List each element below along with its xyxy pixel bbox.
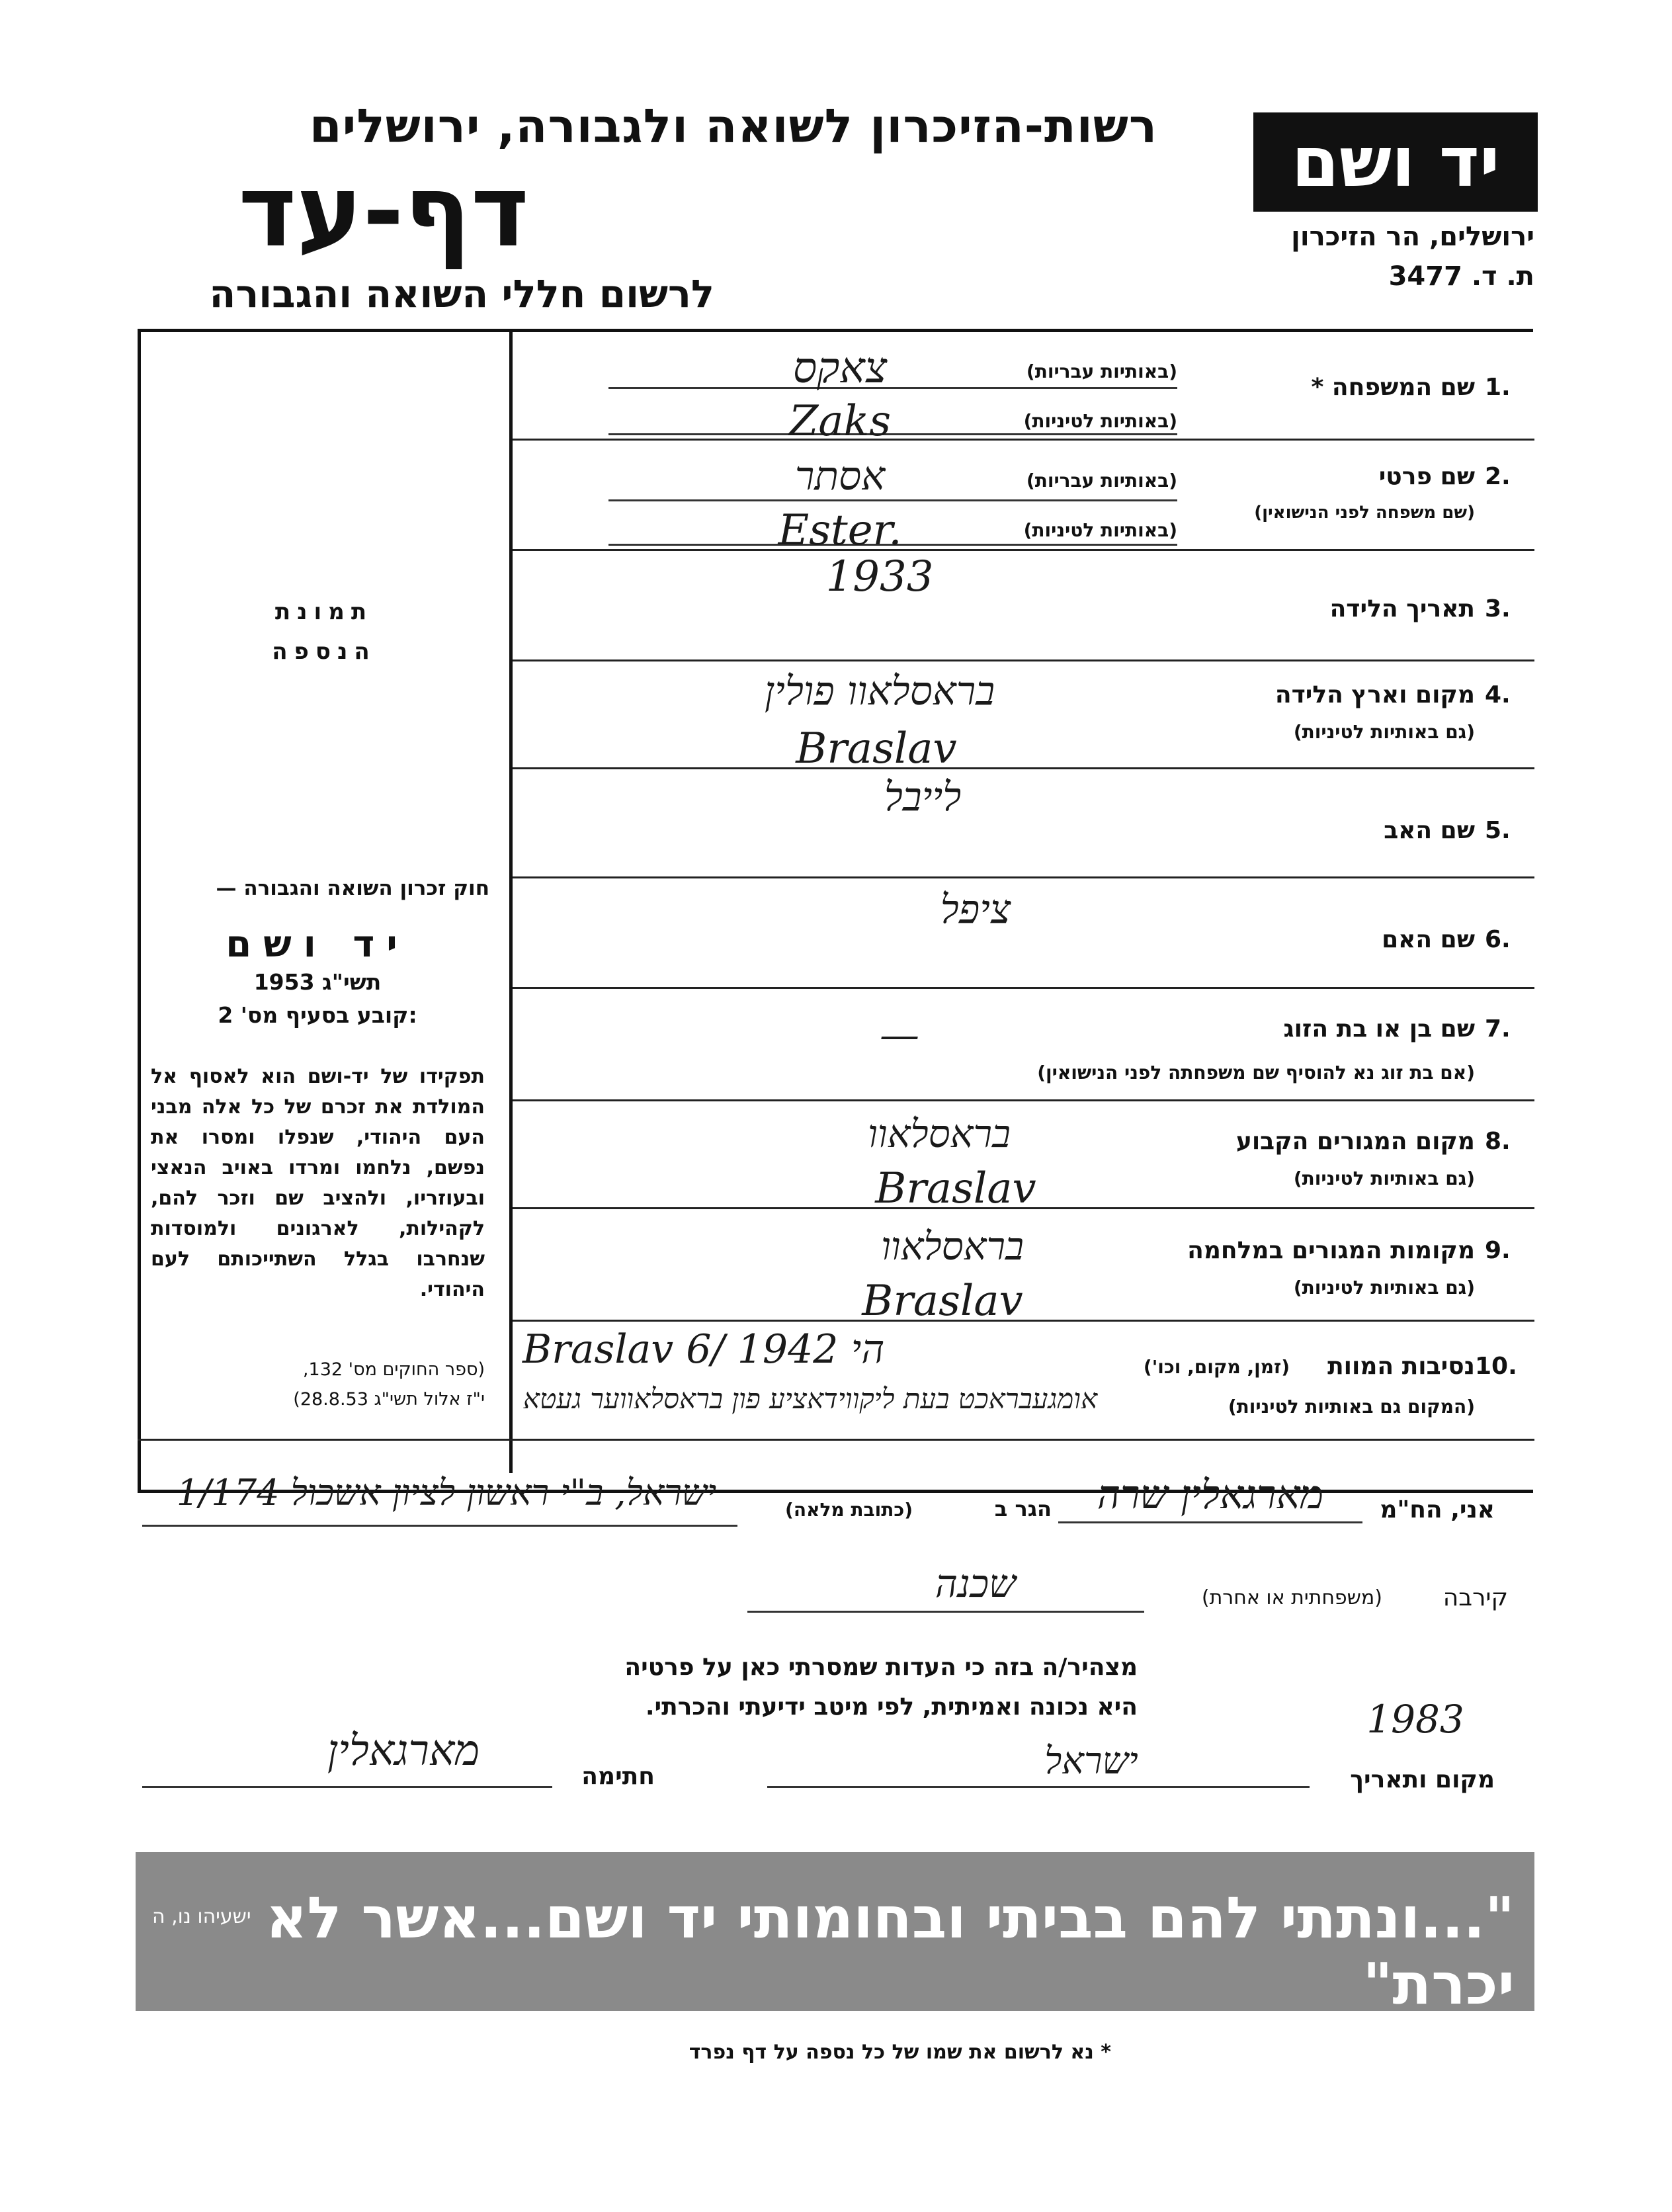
first-name-label: שם פרטי — [1378, 463, 1475, 490]
latin-letters-hint: (באותיות לטיניות) — [1023, 519, 1177, 541]
also-latin-hint: (גם באותיות לטיניות) — [1293, 1277, 1475, 1298]
law-name: יד ושם — [226, 923, 409, 966]
field-underline — [747, 1611, 1144, 1613]
law-book-ref: (ספר החוקים מס' 132, — [302, 1359, 485, 1380]
column-divider — [509, 329, 513, 1473]
father-name-value: לייבל — [884, 774, 962, 820]
wartime-residence-label: מקומות המגורים במלחמה — [1187, 1237, 1475, 1264]
full-address-hint: (כתובת מלאה) — [785, 1499, 913, 1521]
photo-label: תמונת — [274, 599, 374, 625]
lives-in-label: הגר ב — [994, 1496, 1052, 1521]
place-date-label: מקום ותאריך — [1350, 1766, 1495, 1793]
birth-date-value: 1933 — [825, 552, 934, 601]
mother-name-label: שם האם — [1382, 926, 1475, 953]
relation-value: שכנה — [935, 1561, 1017, 1606]
hebrew-letters-hint: (באותיות עבריות) — [1026, 361, 1177, 382]
death-circumstances-hint: (זמן, מקום, וכו') — [1143, 1356, 1290, 1378]
surname-latin-value: Zaks — [788, 397, 892, 446]
law-year: תשי"ג 1953 — [253, 969, 382, 995]
first-name-hebrew-value: אסתר — [794, 453, 886, 499]
field-number: 10. — [1475, 1353, 1517, 1380]
declarant-name-value: מארגאלין שרה — [1097, 1472, 1324, 1518]
spouse-name-label: שם בן או בת הזוג — [1283, 1015, 1475, 1042]
row-divider — [513, 876, 1534, 878]
birthplace-hebrew-value: בראסלאוו פולין — [764, 668, 995, 714]
field-number: 5. — [1485, 817, 1511, 844]
row-divider — [513, 549, 1534, 551]
wartime-residence-hebrew-value: בראסלאוו — [881, 1224, 1024, 1269]
field-number: 7. — [1485, 1015, 1511, 1042]
law-text: תפקידו של יד-ושם הוא לאסוף אל המולדת את זכרם של כל אלה מבני העם היהודי, שנפלו ומסרו את נפשם, נלחמו ומרדו באויב הנאצי ובעוזריו, ולהציב שם וזכר להם, לקהילות, לארגונים ולמוסדות שנחרבו בגלל השתייכותם לעם היהודי. — [151, 1065, 485, 1301]
authority-title: רשות-הזיכרון לשואה ולגבורה, ירושלים — [309, 99, 1157, 153]
footnote: * נא לרשום את שמו של כל נספה על דף נפרד — [689, 2041, 1111, 2064]
birthplace-label: מקום וארץ הלידה — [1275, 681, 1475, 708]
also-latin-hint: (גם באותיות לטיניות) — [1293, 1168, 1475, 1189]
signature-label: חתימה — [581, 1763, 655, 1790]
also-latin-hint: (גם באותיות לטיניות) — [1293, 721, 1475, 743]
place-latin-hint: (המקום גם באותיות לטיניות) — [1228, 1396, 1475, 1418]
field-underline — [608, 499, 1177, 501]
declaration-line-2: היא נכונה ואמיתית, לפי מיטב ידיעתי והכרתי. — [645, 1693, 1138, 1721]
hebrew-letters-hint: (באותיות עבריות) — [1026, 470, 1177, 491]
field-number: 3. — [1485, 595, 1511, 622]
residence-hebrew-value: בראסלאוו — [868, 1111, 1011, 1156]
row-divider — [138, 1439, 1534, 1441]
field-underline — [142, 1786, 552, 1788]
photo-label: הנספה — [272, 638, 376, 665]
field-number: 8. — [1485, 1128, 1511, 1155]
declarant-prefix: אני, הח"מ — [1380, 1496, 1495, 1523]
field-number: 4. — [1485, 681, 1511, 708]
banner-source: ישעיהו נו, ה — [152, 1905, 251, 1928]
residence-label: מקום המגורים הקבוע — [1235, 1128, 1475, 1155]
maiden-name-hint: (שם משפחה לפני הנישואין) — [1254, 503, 1475, 523]
field-underline — [1058, 1521, 1362, 1523]
signature: מארגאלין — [327, 1726, 480, 1775]
field-number: 9. — [1485, 1237, 1511, 1264]
row-divider — [513, 659, 1534, 661]
row-divider — [513, 1099, 1534, 1101]
relation-hint: (משפחתית או אחרת) — [1201, 1586, 1382, 1609]
form-subtitle: לרשום חללי השואה והגבורה — [209, 271, 714, 316]
surname-hebrew-value: צאקס — [792, 344, 888, 393]
declaration-line-1: מצהיר/ה בזה כי העדות שמסרתי כאן על פרטיה — [624, 1654, 1138, 1681]
latin-letters-hint: (באותיות לטיניות) — [1023, 410, 1177, 432]
banner-quote: "...ונתתי להם בביתי ובחומותי יד ושם...אשר לא יכרת" — [265, 1885, 1515, 2018]
death-circumstances-value-1: Braslav 6/ הי 1942 — [522, 1326, 885, 1373]
po-box: ת. ד. 3477 — [1388, 261, 1534, 292]
law-heading: חוק זכרון השואה והגבורה — — [216, 876, 489, 900]
relation-label: קירבה — [1442, 1584, 1508, 1611]
address: ירושלים, הר הזיכרון — [1291, 222, 1534, 252]
father-name-label: שם האב — [1384, 817, 1475, 844]
residence-latin-value: Braslav — [875, 1164, 1036, 1213]
row-divider — [513, 439, 1534, 441]
field-underline — [767, 1786, 1310, 1788]
form-title: דף-עד — [238, 154, 529, 269]
spouse-name-value: — — [880, 1012, 919, 1058]
declaration-year-value: 1983 — [1366, 1697, 1464, 1742]
field-underline — [142, 1525, 737, 1527]
mother-name-value: ציפל — [940, 886, 1011, 933]
row-divider — [513, 987, 1534, 989]
surname-label: שם המשפחה * — [1311, 374, 1475, 401]
death-circumstances-value-2: אומגעבראכט בעת ליקווידאציע פון בראסלאווער געטא — [522, 1382, 1098, 1415]
first-name-latin-value: Ester. — [778, 506, 902, 555]
place-value: ישראל — [1044, 1740, 1138, 1783]
spouse-maiden-hint: (אם בת זוג נא להוסיף שם משפחתה לפני הנישואין) — [1037, 1062, 1475, 1084]
law-section: קובע בסעיף מס' 2: — [218, 1002, 417, 1028]
field-number: 2. — [1485, 463, 1511, 490]
field-number: 1. — [1485, 374, 1511, 401]
wartime-residence-latin-value: Braslav — [862, 1277, 1023, 1326]
yad-vashem-logo: יד ושם — [1253, 112, 1538, 212]
birth-date-label: תאריך הלידה — [1329, 595, 1475, 622]
law-date: י"ז אלול תשי"ג 28.8.53) — [293, 1389, 485, 1410]
death-circumstances-label: נסיבות המוות — [1327, 1353, 1475, 1380]
birthplace-latin-value: Braslav — [796, 724, 957, 773]
declarant-address-value: ישראל, ב"י ראשון לציון אשכול 1/174 — [176, 1472, 717, 1513]
field-number: 6. — [1485, 926, 1511, 953]
